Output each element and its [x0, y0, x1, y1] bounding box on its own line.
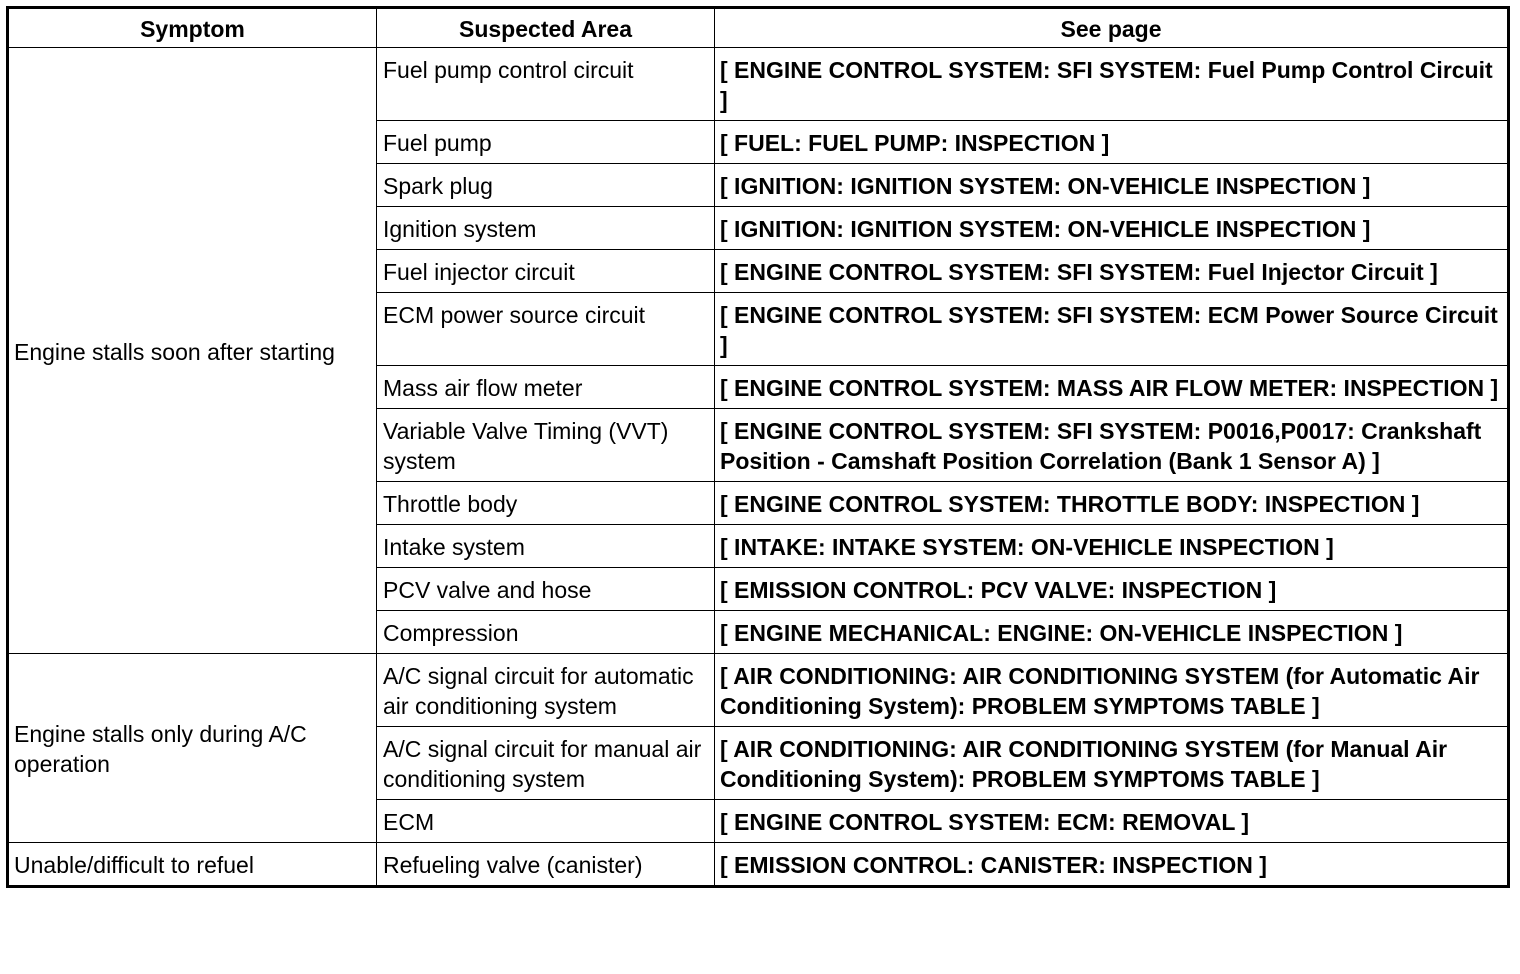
- see-page-reference[interactable]: [ INTAKE: INTAKE SYSTEM: ON-VEHICLE INSPECTION ]: [715, 525, 1509, 568]
- suspected-area-cell: Compression: [377, 611, 715, 654]
- see-page-reference[interactable]: [ ENGINE CONTROL SYSTEM: SFI SYSTEM: Fuel Pump Control Circuit ]: [715, 48, 1509, 121]
- suspected-area-cell: Mass air flow meter: [377, 366, 715, 409]
- suspected-area-cell: A/C signal circuit for automatic air conditioning system: [377, 654, 715, 727]
- table-row: [8, 654, 1509, 727]
- see-page-reference[interactable]: [ IGNITION: IGNITION SYSTEM: ON-VEHICLE INSPECTION ]: [715, 207, 1509, 250]
- see-page-reference[interactable]: [ EMISSION CONTROL: PCV VALVE: INSPECTION ]: [715, 568, 1509, 611]
- suspected-area-cell: Spark plug: [377, 164, 715, 207]
- suspected-area-cell: Variable Valve Timing (VVT) system: [377, 409, 715, 482]
- symptom-cell: Unable/difficult to refuel: [8, 843, 377, 887]
- suspected-area-cell: A/C signal circuit for manual air conditioning system: [377, 727, 715, 800]
- suspected-area-cell: Fuel pump control circuit: [377, 48, 715, 121]
- see-page-reference[interactable]: [ IGNITION: IGNITION SYSTEM: ON-VEHICLE INSPECTION ]: [715, 164, 1509, 207]
- suspected-area-cell: ECM: [377, 800, 715, 843]
- table-row: [8, 48, 1509, 121]
- suspected-area-cell: PCV valve and hose: [377, 568, 715, 611]
- table-row: [8, 843, 1509, 887]
- symptom-cell: Engine stalls soon after starting: [8, 48, 377, 654]
- symptom-table: [6, 6, 1510, 888]
- header-see-page: See page: [715, 8, 1509, 48]
- see-page-reference[interactable]: [ ENGINE CONTROL SYSTEM: SFI SYSTEM: Fuel Injector Circuit ]: [715, 250, 1509, 293]
- suspected-area-cell: Refueling valve (canister): [377, 843, 715, 887]
- header-row: [8, 8, 1509, 48]
- see-page-reference[interactable]: [ ENGINE CONTROL SYSTEM: MASS AIR FLOW METER: INSPECTION ]: [715, 366, 1509, 409]
- see-page-reference[interactable]: [ EMISSION CONTROL: CANISTER: INSPECTION ]: [715, 843, 1509, 887]
- see-page-reference[interactable]: [ ENGINE CONTROL SYSTEM: ECM: REMOVAL ]: [715, 800, 1509, 843]
- see-page-reference[interactable]: [ AIR CONDITIONING: AIR CONDITIONING SYSTEM (for Automatic Air Conditioning System): PROBLEM SYMPTOMS TABLE ]: [715, 654, 1509, 727]
- see-page-reference[interactable]: [ ENGINE CONTROL SYSTEM: THROTTLE BODY: INSPECTION ]: [715, 482, 1509, 525]
- suspected-area-cell: Ignition system: [377, 207, 715, 250]
- suspected-area-cell: ECM power source circuit: [377, 293, 715, 366]
- see-page-reference[interactable]: [ ENGINE MECHANICAL: ENGINE: ON-VEHICLE INSPECTION ]: [715, 611, 1509, 654]
- see-page-reference[interactable]: [ FUEL: FUEL PUMP: INSPECTION ]: [715, 121, 1509, 164]
- header-suspected-area: Suspected Area: [377, 8, 715, 48]
- suspected-area-cell: Intake system: [377, 525, 715, 568]
- suspected-area-cell: Fuel injector circuit: [377, 250, 715, 293]
- suspected-area-cell: Fuel pump: [377, 121, 715, 164]
- suspected-area-cell: Throttle body: [377, 482, 715, 525]
- see-page-reference[interactable]: [ ENGINE CONTROL SYSTEM: SFI SYSTEM: P0016,P0017: Crankshaft Position - Camshaft Position Correlation (Bank 1 Sensor A) ]: [715, 409, 1509, 482]
- symptom-cell: Engine stalls only during A/C operation: [8, 654, 377, 843]
- see-page-reference[interactable]: [ ENGINE CONTROL SYSTEM: SFI SYSTEM: ECM Power Source Circuit ]: [715, 293, 1509, 366]
- header-symptom: Symptom: [8, 8, 377, 48]
- see-page-reference[interactable]: [ AIR CONDITIONING: AIR CONDITIONING SYSTEM (for Manual Air Conditioning System): PROBLEM SYMPTOMS TABLE ]: [715, 727, 1509, 800]
